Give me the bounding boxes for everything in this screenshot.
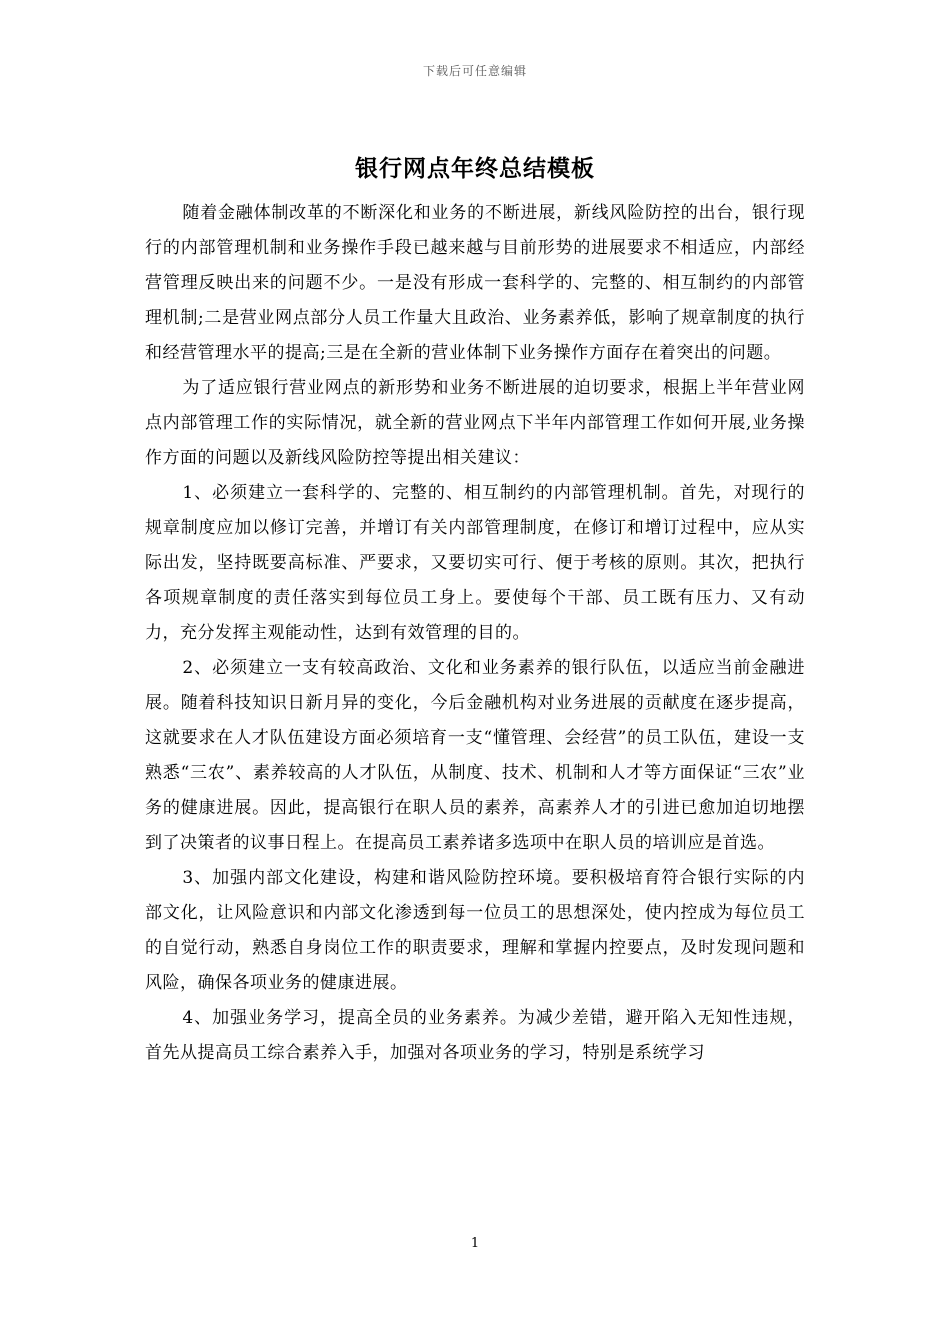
document-body: [145, 196, 805, 1071]
paragraph-purpose: 为了适应银行营业网点的新形势和业务不断进展的迫切要求，根据上半年营业网点内部管理工作的实际情况，就全新的营业网点下半年内部管理工作如何开展,业务操作方面的问题以及新线风险防控等提出相关建议：: [145, 378, 805, 468]
paragraph-intro: 随着金融体制改革的不断深化和业务的不断进展，新线风险防控的出台，银行现行的内部管理机制和业务操作手段已越来越与目前形势的进展要求不相适应，内部经营管理反映出来的问题不少。一是没有形成一套科学的、完整的、相互制约的内部管理机制;二是营业网点部分人员工作量大且政治、业务素养低，影响了规章制度的执行和经营管理水平的提高;三是在全新的营业体制下业务操作方面存在着突出的问题。: [145, 203, 805, 363]
paragraph-point-2: 2、必须建立一支有较高政治、文化和业务素养的银行队伍，以适应当前金融进展。随着科技知识日新月异的变化，今后金融机构对业务进展的贡献度在逐步提高，这就要求在人才队伍建设方面必须培育一支“懂管理、会经营”的员工队伍，建设一支熟悉“三农”、素养较高的人才队伍，从制度、技术、机制和人才等方面保证“三农”业务的健康进展。因此，提高银行在职人员的素养，高素养人才的引进已愈加迫切地摆到了决策者的议事日程上。在提高员工素养诸多选项中在职人员的培训应是首选。: [145, 658, 805, 853]
page-header-note: 下载后可任意编辑: [422, 64, 527, 78]
paragraph-point-4: 4、加强业务学习，提高全员的业务素养。为减少差错，避开陷入无知性违规，首先从提高员工综合素养入手，加强对各项业务的学习，特别是系统学习: [145, 1008, 805, 1063]
paragraph-point-3: 3、加强内部文化建设，构建和谐风险防控环境。要积极培育符合银行实际的内部文化，让风险意识和内部文化渗透到每一位员工的思想深处，使内控成为每位员工的自觉行动，熟悉自身岗位工作的职责要求，理解和掌握内控要点，及时发现问题和风险，确保各项业务的健康进展。: [145, 868, 805, 993]
paragraph-point-1: 1、必须建立一套科学的、完整的、相互制约的内部管理机制。首先，对现行的规章制度应加以修订完善，并增订有关内部管理制度，在修订和增订过程中，应从实际出发，坚持既要高标准、严要求，又要切实可行、便于考核的原则。其次，把执行各项规章制度的责任落实到每位员工身上。要使每个干部、员工既有压力、又有动力，充分发挥主观能动性，达到有效管理的目的。: [145, 483, 805, 643]
page-number: 1: [470, 1236, 480, 1251]
document-title: 银行网点年终总结模板: [355, 156, 595, 182]
